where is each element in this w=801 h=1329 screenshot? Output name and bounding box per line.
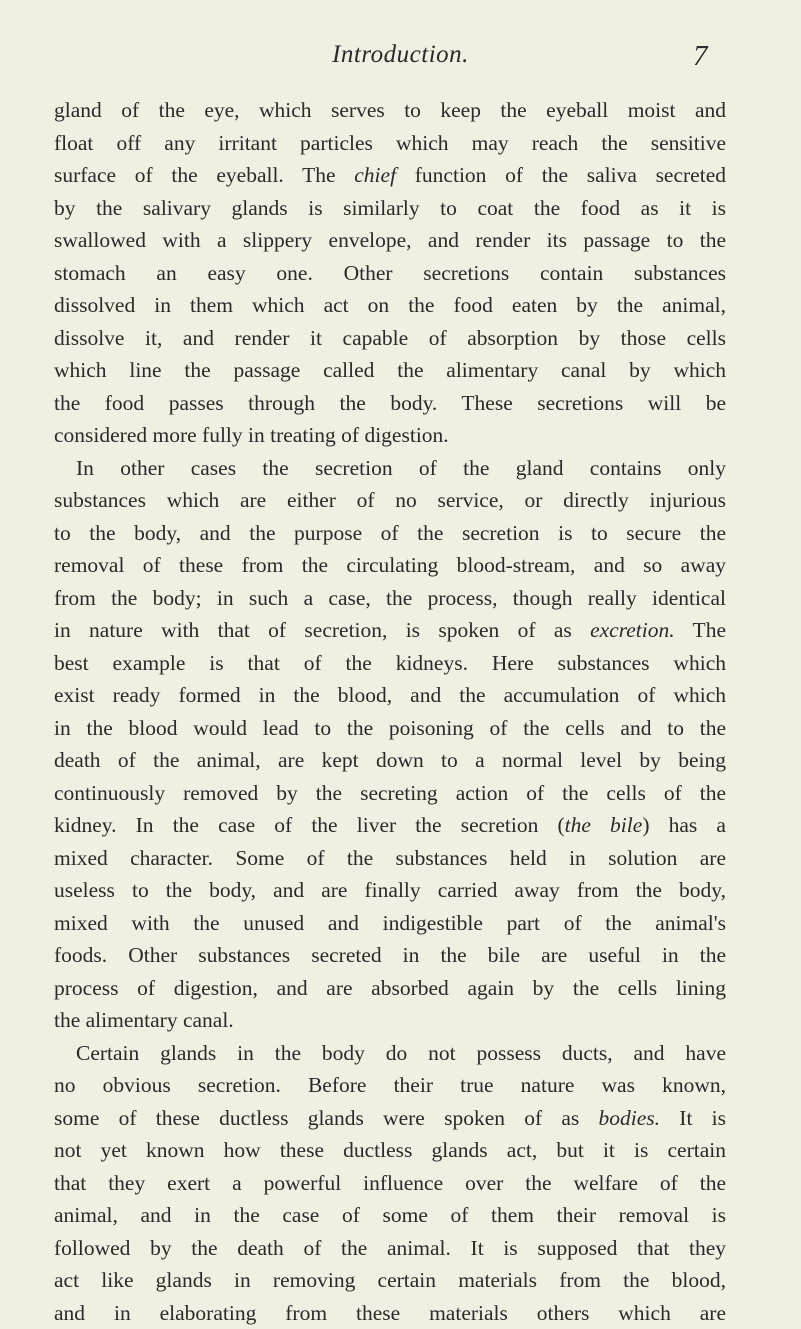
text-line: process of digestion, and are absorbed again by the cells lining — [54, 972, 726, 1005]
text-line: to the body, and the purpose of the secretion is to secure the — [54, 517, 726, 550]
text-line: followed by the death of the animal. It is supposed that they — [54, 1232, 726, 1265]
running-head — [0, 40, 801, 80]
text-line: and in elaborating from these materials others which are — [54, 1297, 726, 1329]
text-line: the food passes through the body. These secretions will be — [54, 387, 726, 420]
running-title: Introduction. — [0, 40, 801, 70]
italic-term: chief — [354, 163, 396, 187]
text-line: which line the passage called the alimentary canal by which — [54, 354, 726, 387]
text-line: considered more fully in treating of digestion. — [54, 419, 726, 452]
text-line: dissolve it, and render it capable of absorption by those cells — [54, 322, 726, 355]
text-line: kidney. In the case of the liver the secretion (the bile) has a — [54, 809, 726, 842]
text-line: dissolved in them which act on the food eaten by the animal, — [54, 289, 726, 322]
text-line: mixed with the unused and indigestible part of the animal's — [54, 907, 726, 940]
text-line: swallowed with a slippery envelope, and render its passage to the — [54, 224, 726, 257]
text-line: from the body; in such a case, the process, though really identical — [54, 582, 726, 615]
text-line: removal of these from the circulating blood-stream, and so away — [54, 549, 726, 582]
text-line: death of the animal, are kept down to a normal level by being — [54, 744, 726, 777]
text-line: that they exert a powerful influence over the welfare of the — [54, 1167, 726, 1200]
text-line: some of these ductless glands were spoken of as bodies. It is — [54, 1102, 726, 1135]
italic-term: excretion. — [590, 618, 675, 642]
page-number: 7 — [693, 40, 708, 72]
text-line-paragraph-start: Certain glands in the body do not possess ducts, and have — [54, 1037, 726, 1070]
text-line-paragraph-start: In other cases the secretion of the gland contains only — [54, 452, 726, 485]
text-line: continuously removed by the secreting action of the cells of the — [54, 777, 726, 810]
body-text — [54, 94, 726, 1329]
text-line: substances which are either of no service, or directly injurious — [54, 484, 726, 517]
text-line: best example is that of the kidneys. Here substances which — [54, 647, 726, 680]
text-line: no obvious secretion. Before their true nature was known, — [54, 1069, 726, 1102]
text-line: useless to the body, and are finally carried away from the body, — [54, 874, 726, 907]
text-line: mixed character. Some of the substances held in solution are — [54, 842, 726, 875]
text-line: exist ready formed in the blood, and the accumulation of which — [54, 679, 726, 712]
text-line: in the blood would lead to the poisoning of the cells and to the — [54, 712, 726, 745]
text-line: gland of the eye, which serves to keep the eyeball moist and — [54, 94, 726, 127]
text-line: the alimentary canal. — [54, 1004, 726, 1037]
text-line: stomach an easy one. Other secretions contain substances — [54, 257, 726, 290]
text-line: surface of the eyeball. The chief function of the saliva secreted — [54, 159, 726, 192]
text-line: float off any irritant particles which may reach the sensitive — [54, 127, 726, 160]
text-line: in nature with that of secretion, is spoken of as excretion. The — [54, 614, 726, 647]
italic-term: the bile — [565, 813, 643, 837]
text-line: foods. Other substances secreted in the bile are useful in the — [54, 939, 726, 972]
italic-term: bodies. — [599, 1106, 661, 1130]
text-line: animal, and in the case of some of them their removal is — [54, 1199, 726, 1232]
text-line: act like glands in removing certain materials from the blood, — [54, 1264, 726, 1297]
text-line: by the salivary glands is similarly to coat the food as it is — [54, 192, 726, 225]
text-line: not yet known how these ductless glands act, but it is certain — [54, 1134, 726, 1167]
